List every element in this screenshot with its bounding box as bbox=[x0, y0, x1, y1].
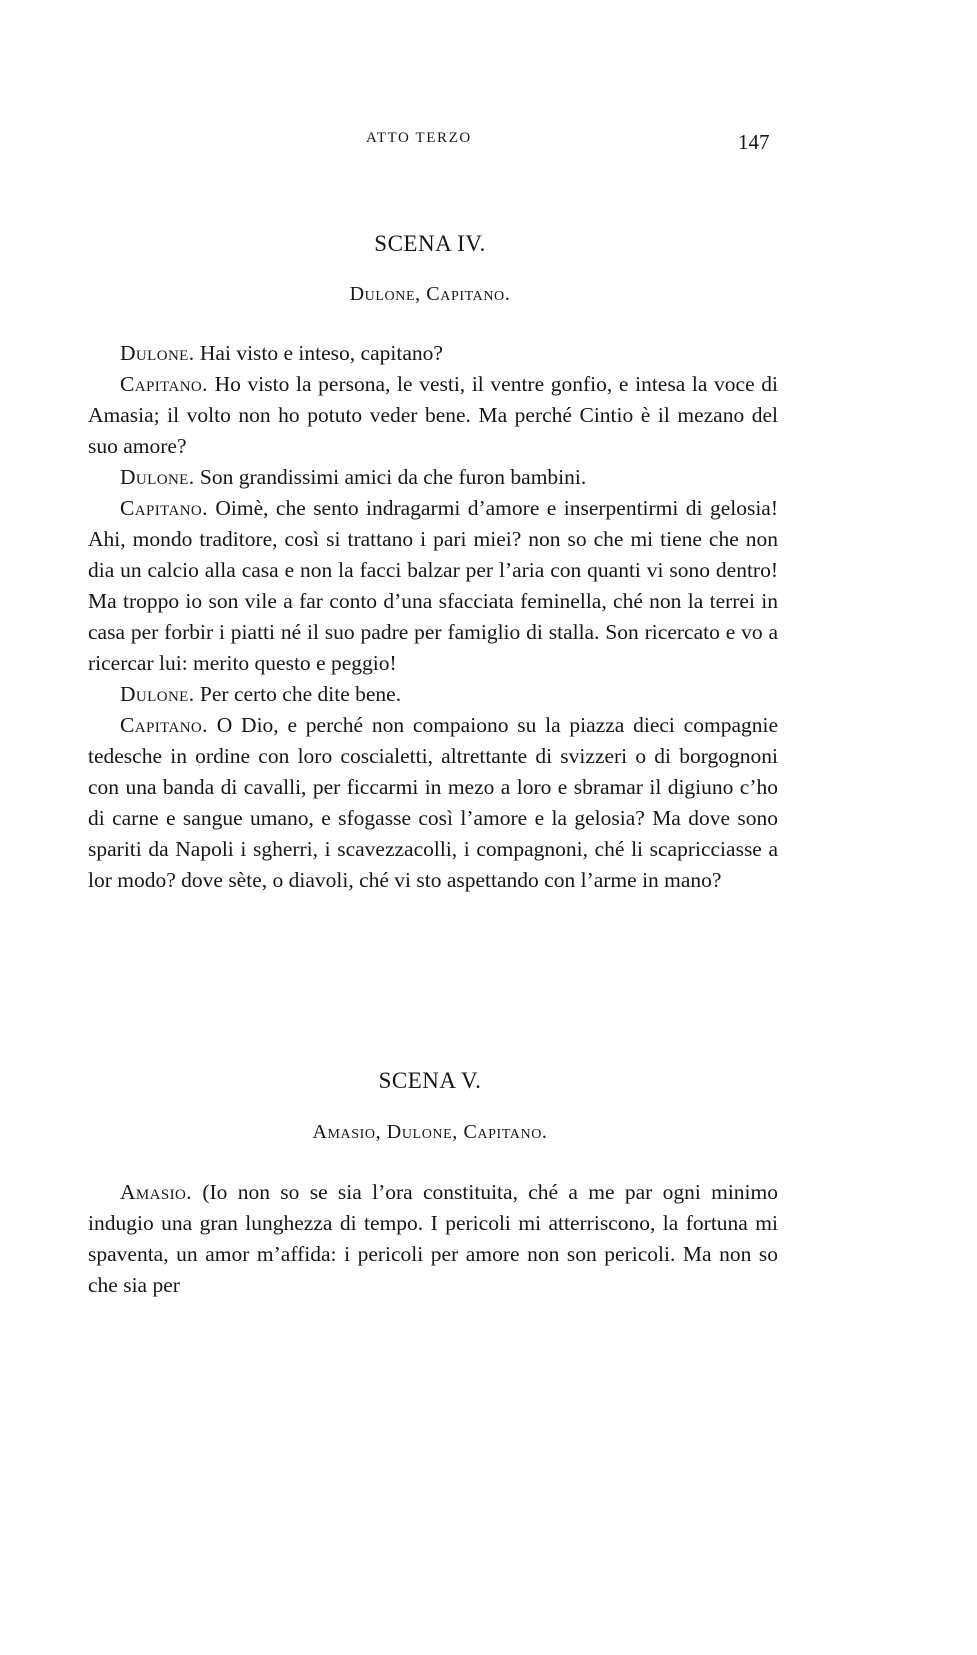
speech bbox=[88, 1177, 778, 1301]
speaker-name: Dulone. bbox=[120, 682, 195, 706]
speech-text: O Dio, e perché non compaiono su la piazza dieci compagnie tedesche in ordine con loro coscialetti, altrettante di svizzeri o di borgognoni con una banda di cavalli, per ficcarmi in mezo a loro e sbramar il digiuno c’ho di carne e sangue umano, e sfogasse così l’amore e la gelosia? Ma dove sono spariti da Napoli i sgherri, i scavezzacolli, i compagnoni, ché li scapricciasse a lor modo? dove sète, o diavoli, ché vi sto aspettando con l’arme in mano? bbox=[88, 713, 779, 892]
scene-4-dialogue bbox=[88, 338, 778, 896]
speech bbox=[88, 710, 778, 896]
scene-5-cast: Amasio, Dulone, Capitano. bbox=[312, 1121, 548, 1143]
page-number: 147 bbox=[738, 130, 770, 154]
running-head bbox=[0, 130, 977, 160]
speech-text: Ho visto la persona, le vesti, il ventre gonfio, e intesa la voce di Amasia; il volto non ho potuto veder bene. Ma perché Cintio è il mezano del suo amore? bbox=[88, 372, 779, 458]
speech bbox=[88, 338, 778, 369]
speech-text: Per certo che dite bene. bbox=[199, 682, 402, 706]
speech bbox=[88, 493, 778, 679]
speech bbox=[88, 369, 778, 462]
scene-5-dialogue bbox=[88, 1177, 778, 1301]
running-title: ATTO TERZO bbox=[366, 130, 472, 146]
speaker-name: Capitano. bbox=[120, 713, 208, 737]
speaker-name: Capitano. bbox=[120, 372, 208, 396]
speech-text: Son grandissimi amici da che furon bambini. bbox=[199, 465, 587, 489]
speaker-name: Dulone. bbox=[120, 341, 195, 365]
speech bbox=[88, 679, 778, 710]
speaker-name: Capitano. bbox=[120, 496, 208, 520]
speech-text: Oimè, che sento indragarmi d’amore e inserpentirmi di gelosia! Ahi, mondo traditore, così si trattano i pari miei? non so che mi tiene che non dia un calcio alla casa e non la facci balzar per l’aria con quanti vi sono dentro! Ma troppo io son vile a far conto d’una sfacciata feminella, ché non la terrei in casa per forbir i piatti né il suo padre per famiglio di stalla. Son ricercato e vo a ricercar lui: merito questo e peggio! bbox=[88, 496, 778, 675]
speech-text: Hai visto e inteso, capitano? bbox=[199, 341, 443, 365]
speech-text: (Io non so se sia l’ora constituita, ché a me par ogni minimo indugio una gran lunghezza di tempo. I pericoli mi atterriscono, la fortuna mi spaventa, un amor m’affida: i pericoli per amore non son pericoli. Ma non so che sia per bbox=[88, 1180, 778, 1297]
speaker-name: Dulone. bbox=[120, 465, 195, 489]
speech bbox=[88, 462, 778, 493]
scene-4-title: SCENA IV. bbox=[374, 231, 486, 256]
scene-4-cast: Dulone, Capitano. bbox=[349, 283, 511, 305]
speaker-name: Amasio. bbox=[120, 1180, 193, 1204]
scene-5-title: SCENA V. bbox=[378, 1068, 482, 1093]
